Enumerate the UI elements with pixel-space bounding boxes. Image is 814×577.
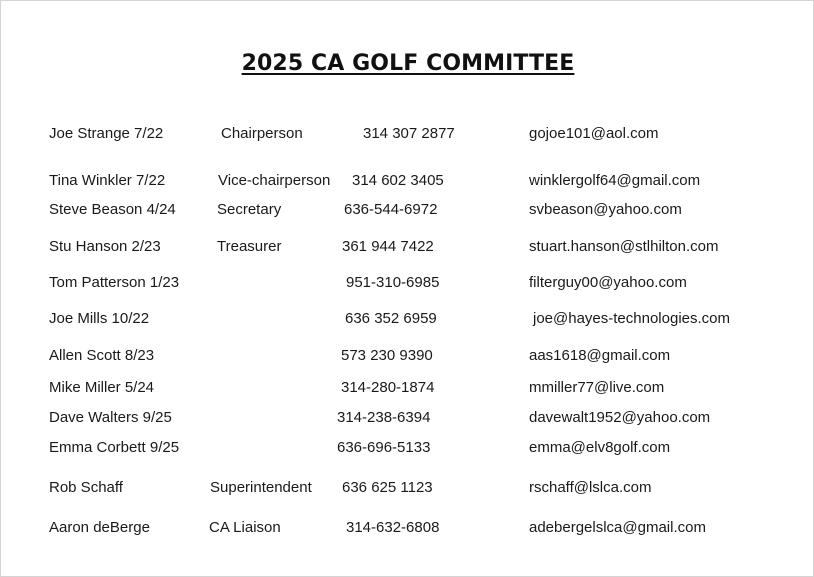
committee-row bbox=[1, 518, 814, 540]
committee-row bbox=[1, 408, 814, 430]
member-phone: 573 230 9390 bbox=[341, 347, 433, 364]
member-name: Steve Beason 4/24 bbox=[49, 201, 176, 218]
member-phone: 636 625 1123 bbox=[342, 479, 433, 496]
member-role: Secretary bbox=[217, 201, 282, 218]
member-name: Allen Scott 8/23 bbox=[49, 347, 155, 364]
member-name: Tina Winkler 7/22 bbox=[49, 172, 166, 189]
member-phone: 636 352 6959 bbox=[345, 310, 437, 327]
committee-row bbox=[1, 124, 814, 146]
member-name: Mike Miller 5/24 bbox=[49, 379, 155, 396]
committee-row bbox=[1, 309, 814, 331]
member-name: Stu Hanson 2/23 bbox=[49, 238, 161, 255]
member-email: davewalt1952@yahoo.com bbox=[529, 409, 711, 426]
committee-row bbox=[1, 346, 814, 368]
member-phone: 636-696-5133 bbox=[337, 439, 431, 456]
member-email: rschaff@lslca.com bbox=[529, 479, 652, 496]
committee-row bbox=[1, 237, 814, 259]
committee-row bbox=[1, 200, 814, 222]
member-email: joe@hayes-technologies.com bbox=[533, 310, 730, 327]
member-phone: 314-632-6808 bbox=[346, 519, 440, 536]
committee-row bbox=[1, 273, 814, 295]
committee-row bbox=[1, 438, 814, 460]
member-name: Joe Mills 10/22 bbox=[49, 310, 150, 327]
member-phone: 636-544-6972 bbox=[344, 201, 438, 218]
member-email: aas1618@gmail.com bbox=[529, 347, 671, 364]
member-email: filterguy00@yahoo.com bbox=[529, 274, 687, 291]
member-phone: 314-238-6394 bbox=[337, 409, 431, 426]
page-title: 2025 CA GOLF COMMITTEE bbox=[241, 51, 575, 76]
committee-row bbox=[1, 171, 814, 193]
member-email: adebergelslca@gmail.com bbox=[529, 519, 706, 536]
member-email: mmiller77@live.com bbox=[529, 379, 665, 396]
member-role: Superintendent bbox=[210, 479, 312, 496]
member-email: emma@elv8golf.com bbox=[529, 439, 671, 456]
member-name: Emma Corbett 9/25 bbox=[49, 439, 180, 456]
member-phone: 951-310-6985 bbox=[346, 274, 440, 291]
member-role: CA Liaison bbox=[209, 519, 281, 536]
member-phone: 361 944 7422 bbox=[342, 238, 434, 255]
member-email: svbeason@yahoo.com bbox=[529, 201, 682, 218]
committee-row bbox=[1, 378, 814, 400]
member-name: Aaron deBerge bbox=[49, 519, 150, 536]
member-role: Chairperson bbox=[221, 125, 303, 142]
member-name: Tom Patterson 1/23 bbox=[49, 274, 180, 291]
member-phone: 314 602 3405 bbox=[352, 172, 444, 189]
member-email: winklergolf64@gmail.com bbox=[529, 172, 701, 189]
member-name: Dave Walters 9/25 bbox=[49, 409, 172, 426]
member-email: stuart.hanson@stlhilton.com bbox=[529, 238, 719, 255]
member-role: Treasurer bbox=[217, 238, 282, 255]
member-email: gojoe101@aol.com bbox=[529, 125, 659, 142]
committee-row bbox=[1, 478, 814, 500]
member-phone: 314 307 2877 bbox=[363, 125, 455, 142]
member-name: Joe Strange 7/22 bbox=[49, 125, 164, 142]
member-phone: 314-280-1874 bbox=[341, 379, 435, 396]
member-role: Vice-chairperson bbox=[218, 172, 331, 189]
member-name: Rob Schaff bbox=[49, 479, 123, 496]
